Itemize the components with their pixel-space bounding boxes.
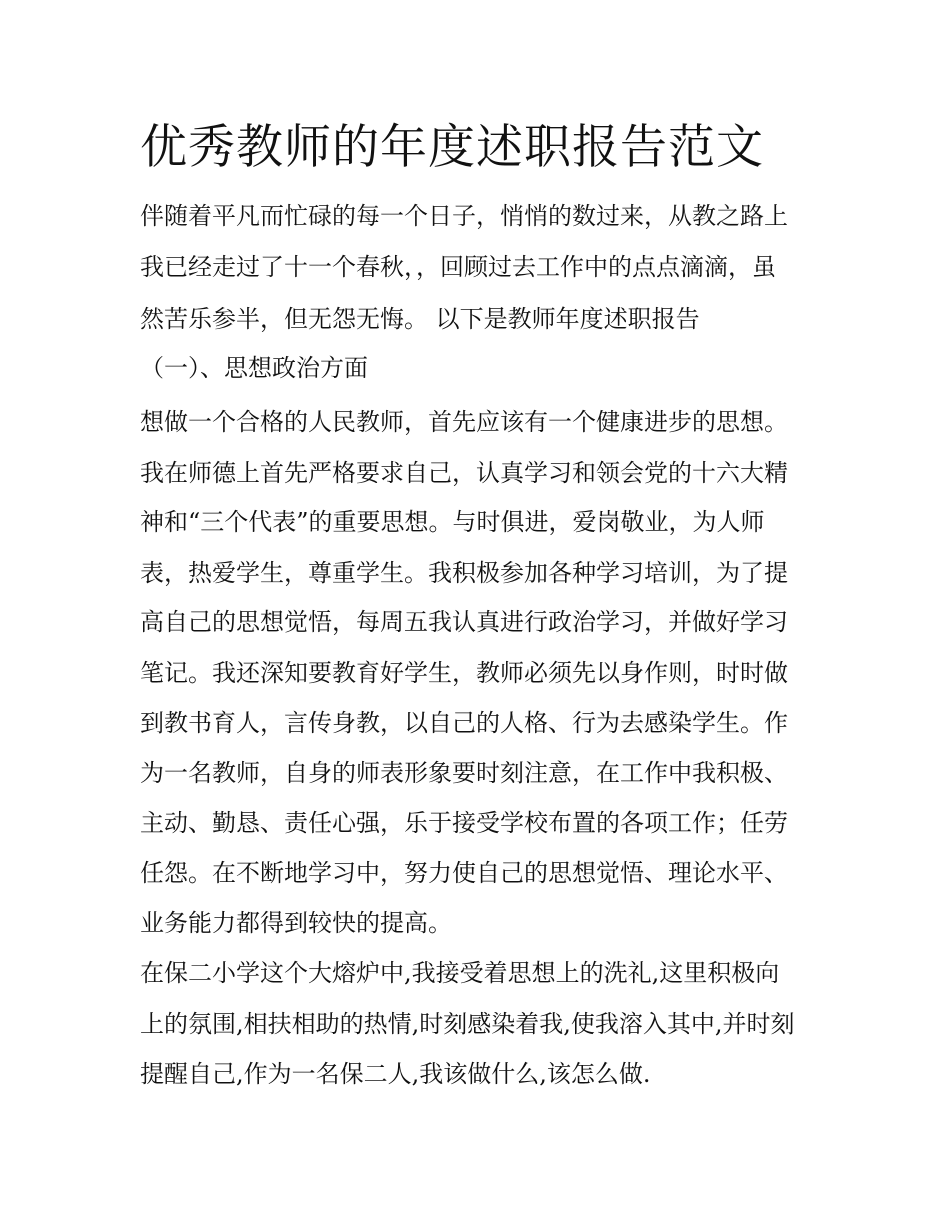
body-line: 上的氛围,相扶相助的热情,时刻感染着我,使我溶入其中,并时刻: [140, 1010, 795, 1038]
document-body: [140, 204, 820, 1087]
body-line: 主动、勤恳、责任心强，乐于接受学校布置的各项工作；任劳: [140, 809, 788, 837]
body-line: 为一名教师，自身的师表形象要时刻注意，在工作中我积极、: [140, 759, 788, 787]
body-line: 神和“三个代表”的重要思想。与时俱进，爱岗敬业，为人师: [140, 508, 765, 536]
body-line: 提醒自己,作为一名保二人,我该做什么,该怎么做.: [140, 1060, 651, 1088]
body-line: 高自己的思想觉悟，每周五我认真进行政治学习，并做好学习: [140, 608, 788, 636]
body-line: 想做一个合格的人民教师，首先应该有一个健康进步的思想。: [140, 408, 788, 436]
body-line: 笔记。我还深知要教育好学生，教师必须先以身作则，时时做: [140, 659, 788, 687]
section-heading: （一）、思想政治方面: [140, 354, 368, 382]
body-line: 我已经走过了十一个春秋，，回顾过去工作中的点点滴滴，虽: [140, 253, 776, 281]
body-line: 我在师德上首先严格要求自己，认真学习和领会党的十六大精: [140, 459, 788, 487]
body-line: 伴随着平凡而忙碌的每一个日子，悄悄的数过来，从教之路上: [140, 202, 788, 230]
body-line: 业务能力都得到较快的提高。: [140, 909, 452, 937]
body-line: 任怨。在不断地学习中，努力使自己的思想觉悟、理论水平、: [140, 859, 788, 887]
document-page: [140, 118, 820, 1087]
document-title: 优秀教师的年度述职报告范文: [140, 120, 764, 175]
body-line: 然苦乐参半，但无怨无悔。 以下是教师年度述职报告: [140, 305, 700, 333]
body-line: 在保二小学这个大熔炉中,我接受着思想上的洗礼,这里积极向: [140, 959, 780, 987]
body-line: 表，热爱学生，尊重学生。我积极参加各种学习培训，为了提: [140, 559, 788, 587]
body-line: 到教书育人，言传身教，以自己的人格、行为去感染学生。作: [140, 709, 788, 737]
